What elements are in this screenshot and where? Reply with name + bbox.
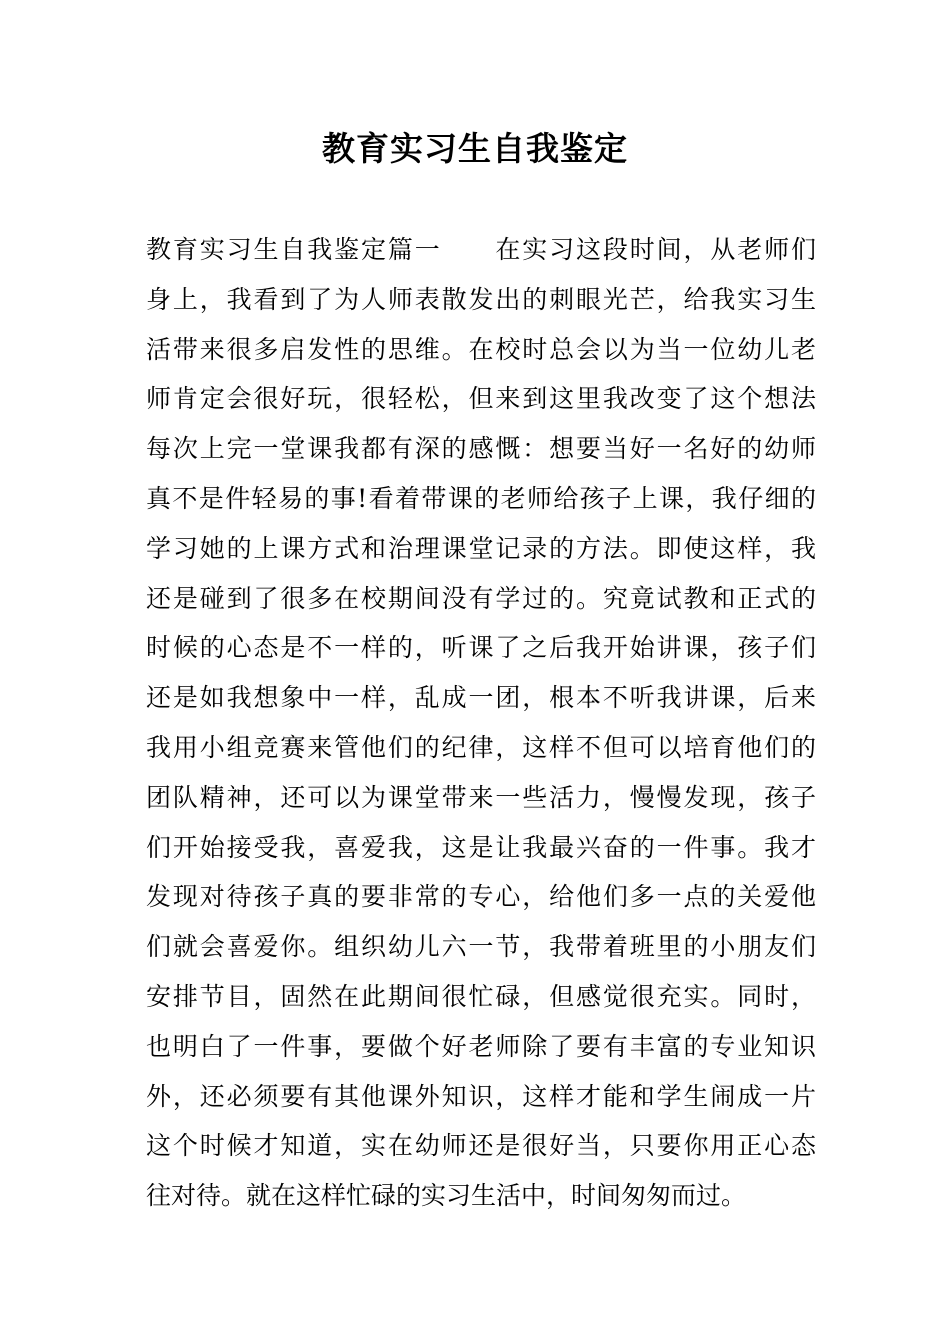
body-line: 们就会喜爱你。组织幼儿六一节，我带着班里的小朋友们 [146,932,816,962]
body-line: 师肯定会很好玩，很轻松，但来到这里我改变了这个想法 [146,384,816,414]
body-line: 还是碰到了很多在校期间没有学过的。究竟试教和正式的 [146,583,816,613]
body-line: 活带来很多启发性的思维。在校时总会以为当一位幼儿老 [146,334,816,364]
body-line: 发现对待孩子真的要非常的专心，给他们多一点的关爱他 [146,882,816,912]
body-line: 我用小组竞赛来管他们的纪律，这样不但可以培育他们的 [146,732,816,762]
body-line: 学习她的上课方式和治理课堂记录的方法。即使这样，我 [146,533,816,563]
body-line: 往对待。就在这样忙碌的实习生活中，时间匆匆而过。 [146,1181,747,1211]
body-line: 团队精神，还可以为课堂带来一些活力，慢慢发现，孩子 [146,782,816,812]
body-line: 真不是件轻易的事!看着带课的老师给孩子上课，我仔细的 [146,483,816,513]
body-line: 这个时候才知道，实在幼师还是很好当，只要你用正心态 [146,1131,816,1161]
body-line: 也明白了一件事，要做个好老师除了要有丰富的专业知识 [146,1031,816,1061]
body-line: 安排节目，固然在此期间很忙碌，但感觉很充实。同时， [146,981,816,1011]
body-line: 每次上完一堂课我都有深的感慨：想要当好一名好的幼师 [146,434,816,464]
body-line: 教育实习生自我鉴定篇一 在实习这段时间，从老师们 [146,235,816,264]
body-line: 时候的心态是不一样的，听课了之后我开始讲课，孩子们 [146,633,816,663]
body-line: 还是如我想象中一样，乱成一团，根本不听我讲课，后来 [146,683,816,713]
document-body [146,225,816,1221]
document-title: 教育实习生自我鉴定 [322,129,628,168]
body-line: 们开始接受我，喜爱我，这是让我最兴奋的一件事。我才 [146,832,816,862]
body-line: 身上，我看到了为人师表散发出的刺眼光芒，给我实习生 [146,284,816,314]
body-line: 外，还必须要有其他课外知识，这样才能和学生闹成一片 [146,1081,816,1111]
